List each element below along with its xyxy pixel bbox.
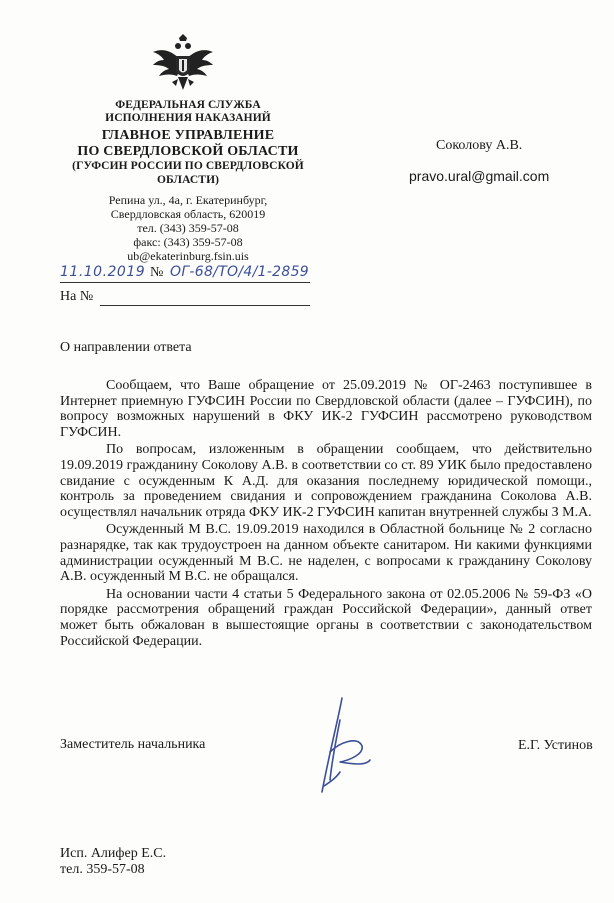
- body-paragraph-1: Сообщаем, что Ваше обращение от 25.09.2019 № ОГ-2463 поступившее в Интернет приемную ГУФСИН России по Свердловской области (далее – ГУФСИН), по вопросу возможных нарушений в ФКУ ИК-2 ГУФСИН рассмотрено руководством ГУФСИН.: [60, 378, 592, 440]
- executor-name: Исп. Алифер Е.С.: [60, 846, 167, 861]
- letterhead-line-5: (ГУФСИН РОССИИ ПО СВЕРДЛОВСКОЙ: [72, 160, 304, 172]
- body-paragraph-3: Осужденный М В.С. 19.09.2019 находился в Областной больнице № 2 согласно разнарядке, так как трудоустроен на данном объекте санитаром. Ни какими функциями администрации осужденный М В.С. не наделен, с вопросами к гражданину Соколову А.В. осужденный М В.С. не обращался.: [60, 522, 592, 585]
- letterhead-line-2: ИСПОЛНЕНИЯ НАКАЗАНИЙ: [105, 112, 271, 124]
- reference-number-underline: [100, 305, 310, 306]
- letterhead-line-3: ГЛАВНОЕ УПРАВЛЕНИЕ: [101, 128, 275, 143]
- letterhead-address-2: Свердловская область, 620019: [110, 207, 266, 221]
- executor-phone: тел. 359-57-08: [60, 862, 145, 877]
- reference-number-label: На №: [60, 289, 94, 304]
- letterhead-line-4: ПО СВЕРДЛОВСКОЙ ОБЛАСТИ: [77, 144, 299, 159]
- signatory-name: Е.Г. Устинов: [518, 738, 593, 753]
- registration-date: 11.10.2019: [60, 264, 146, 280]
- fsin-emblem-icon: [150, 32, 216, 98]
- letterhead-line-6: ОБЛАСТИ): [156, 174, 220, 186]
- letterhead-email: ub@ekaterinburg.fsin.uis: [127, 249, 249, 263]
- handwritten-signature-icon: [300, 690, 390, 800]
- letterhead-line-1: ФЕДЕРАЛЬНАЯ СЛУЖБА: [115, 99, 261, 111]
- body-paragraph-2: По вопросам, изложенным в обращении сообщаем, что действительно 19.09.2019 гражданину Соколову А.В. в соответствии со ст. 89 УИК было предоставлено свидание с осужденным К А.Д. для оказания последнему юридической помощи., контроль за проведением свидания и сопровождением гражданина Соколова А.В. осуществлял начальник отряда ФКУ ИК-2 ГУФСИН капитан внутренней службы З М.А.: [60, 442, 592, 520]
- addressee-name: Соколову А.В.: [436, 138, 523, 153]
- addressee-email: pravo.ural@gmail.com: [409, 168, 550, 184]
- body-paragraph-4: На основании части 4 статьи 5 Федерального закона от 02.05.2006 № 59-ФЗ «О порядке рассмотрения обращений граждан Российской Федерации», данный ответ может быть обжалован в вышестоящие органы в соответствии с законодательством Российской Федерации.: [60, 586, 592, 649]
- letterhead-fax: факс: (343) 359-57-08: [133, 235, 243, 249]
- letterhead-address-1: Репина ул., 4а, г. Екатеринбург,: [108, 193, 268, 207]
- registration-number-label: №: [150, 265, 164, 280]
- signatory-position: Заместитель начальника: [60, 737, 206, 752]
- letter-subject: О направлении ответа: [60, 340, 192, 355]
- letterhead-phone: тел. (343) 359-57-08: [137, 221, 239, 235]
- registration-number: ОГ-68/ТО/4/1-2859: [170, 264, 310, 280]
- letter-body: [60, 378, 592, 651]
- registration-underline: [60, 282, 310, 283]
